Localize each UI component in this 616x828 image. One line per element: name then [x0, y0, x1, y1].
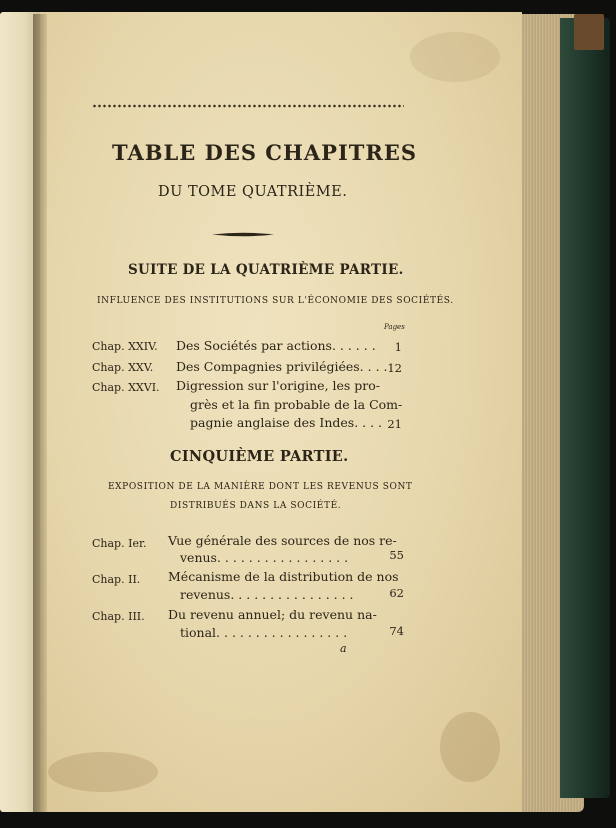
- chapter-label: Chap. Ier.: [92, 537, 147, 550]
- chapter-label: Chap. XXVI.: [92, 381, 160, 394]
- dotted-rule: [92, 104, 404, 108]
- chapter-page-number: 1: [394, 340, 402, 354]
- page-subtitle: DU TOME QUATRIÈME.: [158, 184, 348, 200]
- chapter-label: Chap. II.: [92, 573, 141, 586]
- section-subheading-part5-line1: EXPOSITION DE LA MANIÈRE DONT LES REVENUS SONT: [108, 482, 413, 492]
- chapter-title: Des Compagnies privilégiées. . . .: [176, 359, 388, 374]
- section-heading-part4: SUITE DE LA QUATRIÈME PARTIE.: [128, 262, 404, 278]
- chapter-title-line: pagnie anglaise des Indes. . . .: [190, 415, 383, 430]
- chapter-page-number: 21: [387, 417, 402, 431]
- chapter-title-line: tional. . . . . . . . . . . . . . . . .: [180, 625, 348, 640]
- ornament-rule: [212, 232, 274, 237]
- pages-column-label: Pages: [384, 323, 405, 331]
- page-title: TABLE DES CHAPITRES: [112, 140, 418, 165]
- chapter-title: Des Sociétés par actions. . . . . .: [176, 338, 376, 353]
- chapter-title-line: grès et la fin probable de la Com-: [190, 397, 403, 412]
- section-subheading-part4: INFLUENCE DES INSTITUTIONS SUR L'ÉCONOMIE DES SOCIÉTÉS.: [97, 296, 454, 306]
- chapter-title-line: Du revenu annuel; du revenu na-: [168, 607, 377, 622]
- chapter-title-line: Mécanisme de la distribution de nos: [168, 569, 399, 584]
- stain: [440, 712, 500, 782]
- chapter-title-line: revenus. . . . . . . . . . . . . . . .: [180, 587, 354, 602]
- chapter-title-line: Digression sur l'origine, les pro-: [176, 378, 381, 393]
- chapter-page-number: 12: [387, 361, 402, 375]
- chapter-label: Chap. XXIV.: [92, 340, 158, 353]
- signature-mark: a: [340, 642, 347, 655]
- stain: [410, 32, 500, 82]
- section-heading-part5: CINQUIÈME PARTIE.: [170, 448, 349, 465]
- chapter-page-number: 62: [389, 586, 404, 600]
- page-gutter: [33, 14, 47, 812]
- chapter-label: Chap. XXV.: [92, 361, 154, 374]
- chapter-title-line: Vue générale des sources de nos re-: [168, 533, 397, 548]
- book-page: [40, 12, 522, 812]
- chapter-label: Chap. III.: [92, 610, 145, 623]
- book-cover: [560, 18, 610, 798]
- stain: [48, 752, 158, 792]
- chapter-page-number: 74: [389, 624, 404, 638]
- section-subheading-part5-line2: DISTRIBUÉS DANS LA SOCIÉTÉ.: [170, 501, 342, 511]
- chapter-page-number: 55: [389, 548, 404, 562]
- cover-corner: [574, 14, 604, 50]
- chapter-title-line: venus. . . . . . . . . . . . . . . . .: [180, 550, 349, 565]
